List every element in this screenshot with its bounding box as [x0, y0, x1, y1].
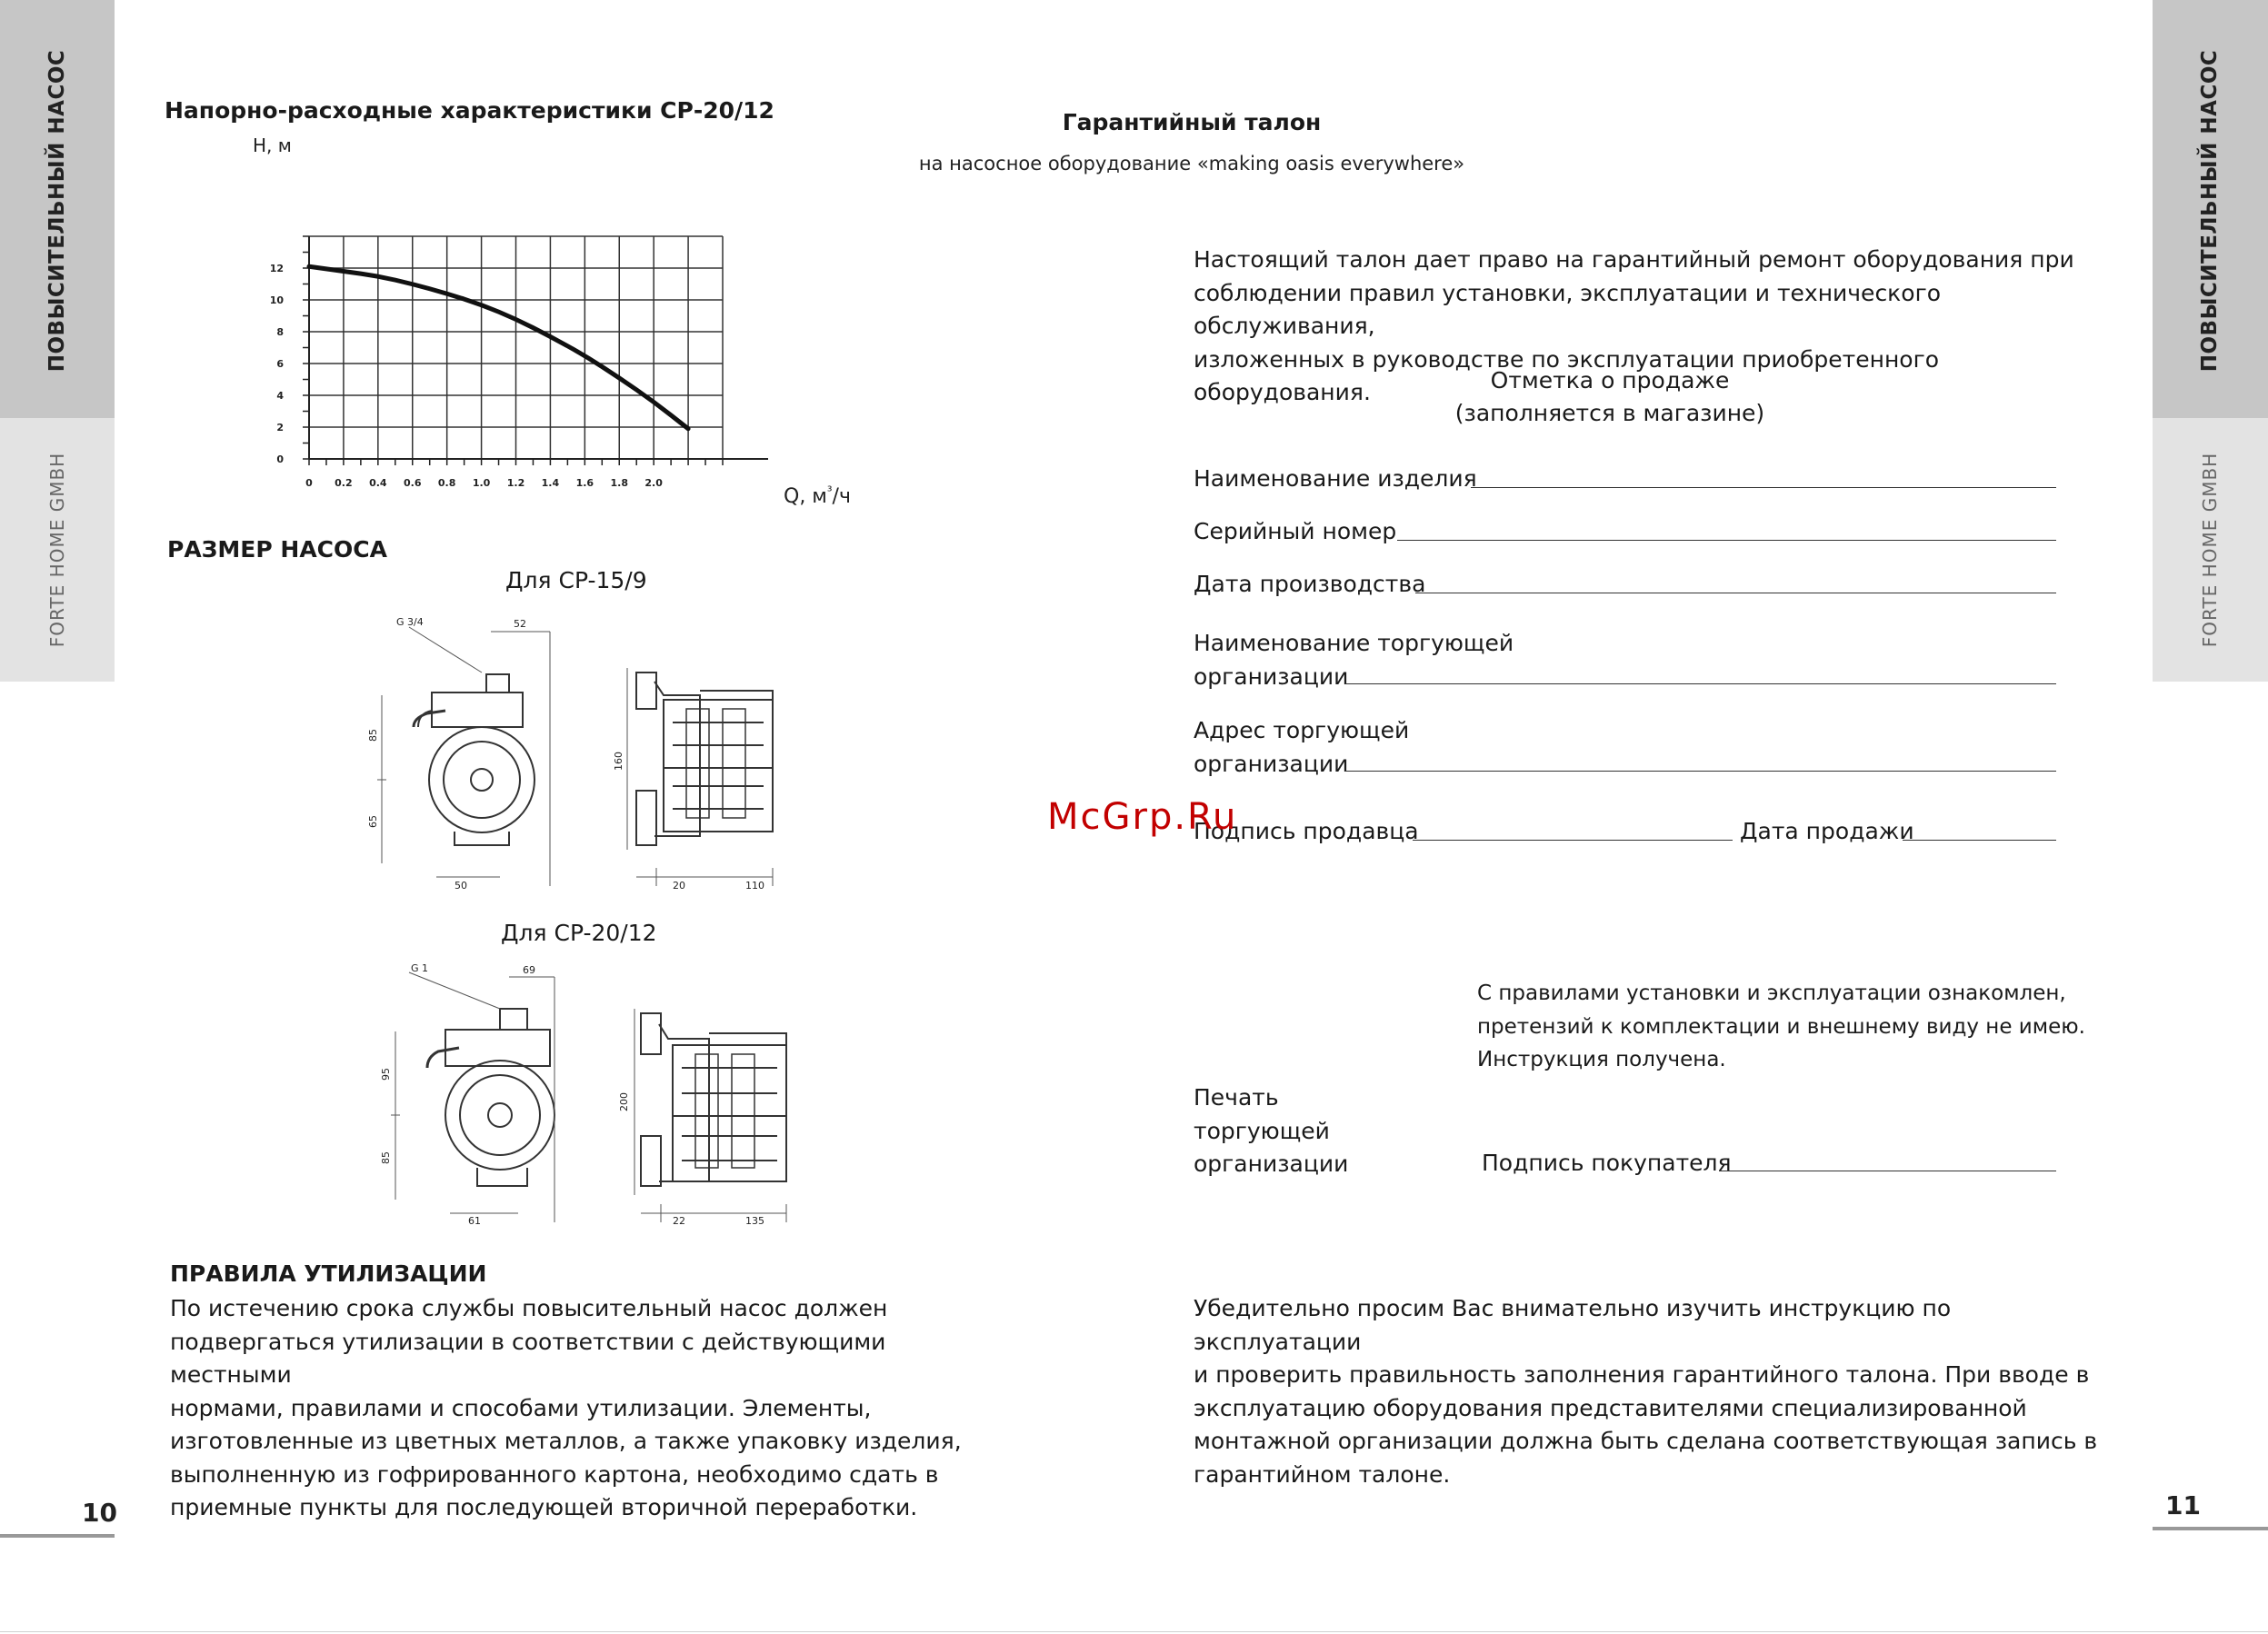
chart-y-tick-label: 2 [276, 422, 284, 433]
closing-line: Убедительно просим Вас внимательно изучить инструкцию по эксплуатации [1194, 1295, 1952, 1355]
chart-x-tick-label: 0 [305, 477, 313, 489]
chart-series-line [309, 266, 688, 429]
pump-front-view-2-dims [391, 972, 555, 1222]
chart-x-tick-label: 1.4 [541, 477, 560, 489]
disposal-line: приемные пункты для последующей вторичной переработки. [170, 1494, 918, 1520]
pump-side-view-2 [641, 1013, 786, 1186]
drawing1-caption: Для CP-15/9 [505, 567, 647, 593]
field-trade-org-name-line[interactable] [1345, 683, 2056, 684]
disposal-line: выполненную из гофрированного картона, необходимо сдать в [170, 1460, 939, 1488]
chart-y-tick-label: 8 [276, 326, 284, 338]
dim1-bottom-left: 50 [455, 880, 467, 892]
disposal-line: нормами, правилами и способами утилизации. Элементы, [170, 1394, 872, 1421]
field-product-name-line[interactable] [1471, 487, 2056, 488]
page-number-right: 11 [2165, 1490, 2201, 1520]
field-seller-signature-label: Подпись продавца [1194, 818, 1419, 844]
chart-x-tick-label: 0.2 [335, 477, 353, 489]
chart-x-tick-label: 1.8 [610, 477, 628, 489]
field-trade-org-address-label: Адрес торгующей организации [1194, 717, 1410, 777]
sale-mark-note: (заполняется в магазине) [1454, 400, 1765, 426]
dim1-side-small: 20 [673, 880, 685, 892]
field-trade-org-name-label: Наименование торгующей организации [1194, 630, 1514, 690]
stamp-label: Печать торгующей организации [1194, 1084, 1349, 1177]
chart-y-tick-label: 10 [269, 294, 284, 306]
dim1-lower-h: 65 [367, 815, 379, 828]
dim2-upper-h: 95 [380, 1068, 392, 1081]
drawing1-dim-labels [367, 616, 764, 892]
chart-y-tick-label: 0 [276, 453, 284, 465]
disposal-text [170, 1292, 1006, 1525]
pump-front-view-2 [427, 1009, 555, 1186]
dim2-side-small: 22 [673, 1215, 685, 1227]
chart-x-tick-label: 1.0 [472, 477, 491, 489]
page-number-right-rule [2153, 1527, 2268, 1530]
disposal-heading: ПРАВИЛА УТИЛИЗАЦИИ [170, 1260, 487, 1287]
watermark: McGrp.Ru [1047, 796, 1238, 838]
chart-axes [303, 236, 768, 465]
chart-x-tick-label: 0.4 [369, 477, 387, 489]
chart-x-tick-label: 1.2 [506, 477, 525, 489]
page-number-left: 10 [82, 1498, 117, 1528]
dim2-inlet: G 1 [411, 962, 429, 974]
field-serial-label: Серийный номер [1194, 518, 1397, 544]
drawing2-caption: Для CP-20/12 [501, 920, 657, 946]
disposal-line: изготовленные из цветных металлов, а также упаковку изделия, [170, 1428, 962, 1454]
warranty-subtitle: на насосное оборудование «making oasis everywhere» [918, 153, 1465, 174]
chart-x-tick-label: 1.6 [575, 477, 594, 489]
acknowledgement [1477, 977, 2085, 1077]
pump-front-view-1 [414, 674, 535, 845]
ack-line: Инструкция получена. [1477, 1048, 1726, 1071]
chart-x-tick-label: 0.6 [404, 477, 422, 489]
chart-tick-labels [270, 263, 664, 489]
intro-line: соблюдении правил установки, эксплуатации и технического обслуживания, [1194, 279, 1942, 339]
buyer-signature-label: Подпись покупателя [1482, 1150, 1732, 1176]
dim2-side-big: 135 [745, 1215, 764, 1227]
field-seller-signature-line[interactable] [1413, 840, 1733, 841]
chart-x-axis-label: Q, $м^{^3}/ч$ [784, 484, 851, 508]
closing-line: и проверить правильность заполнения гарантийного талона. При вводе в [1194, 1361, 2090, 1388]
field-trade-org-address-line[interactable] [1345, 771, 2056, 772]
bottom-rule [0, 1631, 2268, 1632]
closing-text [1194, 1292, 2121, 1491]
pump-drawing-cp-15-9 [364, 609, 836, 900]
disposal-line: По истечению срока службы повысительный насос должен [170, 1295, 888, 1321]
dim1-height: 160 [613, 752, 624, 771]
intro-line: изложенных в руководстве по эксплуатации приобретенного оборудования. [1194, 345, 1940, 405]
dim1-top: 52 [514, 618, 526, 630]
page-number-left-rule [0, 1534, 115, 1538]
ack-line: С правилами установки и эксплуатации ознакомлен, [1477, 981, 2066, 1005]
chart-series [309, 266, 688, 429]
chart-y-tick-label: 6 [276, 358, 284, 370]
left-section-label: ПОВЫСИТЕЛЬНЫЙ НАСОС [45, 49, 69, 373]
chart-y-tick-label: 4 [276, 390, 284, 402]
performance-chart [227, 132, 882, 513]
drawing2-dim-labels [380, 962, 764, 1227]
pump-front-view-1-dims [377, 627, 550, 886]
size-heading: РАЗМЕР НАСОСА [167, 536, 387, 563]
dim1-upper-h: 85 [367, 729, 379, 742]
ack-line: претензий к комплектации и внешнему виду не имею. [1477, 1014, 2085, 1039]
disposal-line: подвергаться утилизации в соответствии с действующими местными [170, 1328, 886, 1388]
dim2-height: 200 [618, 1092, 630, 1111]
left-company-label: FORTE HOME GMBH [46, 452, 68, 648]
dim1-side-big: 110 [745, 880, 764, 892]
chart-x-tick-label: 2.0 [644, 477, 663, 489]
pump-side-view-1 [636, 673, 773, 845]
field-sale-date-line[interactable] [1903, 840, 2056, 841]
chart-y-axis-label: Н, м [253, 135, 292, 156]
pump-drawing-cp-20-12 [382, 959, 854, 1231]
closing-line: гарантийном талоне. [1194, 1460, 1451, 1488]
closing-line: монтажной организации должна быть сделана соответствующая запись в [1194, 1428, 2098, 1454]
warranty-title: Гарантийный талон [1062, 109, 1322, 135]
chart-heading: Напорно-расходные характеристики СР-20/12 [165, 97, 774, 124]
chart-x-tick-label: 0.8 [437, 477, 456, 489]
field-production-date-label: Дата производства [1194, 571, 1426, 597]
right-section-label: ПОВЫСИТЕЛЬНЫЙ НАСОС [2198, 49, 2222, 373]
dim2-lower-h: 85 [380, 1151, 392, 1164]
dim2-bottom-left: 61 [468, 1215, 481, 1227]
dim2-top: 69 [523, 964, 535, 976]
field-sale-date-label: Дата продажи [1740, 818, 1914, 844]
field-serial-line[interactable] [1397, 540, 2056, 541]
closing-line: эксплуатацию оборудования представителями специализированной [1194, 1394, 2027, 1421]
right-company-label: FORTE HOME GMBH [2199, 452, 2221, 648]
intro-line: Настоящий талон дает право на гарантийный ремонт оборудования при [1194, 246, 2074, 273]
chart-y-tick-label: 12 [269, 263, 284, 274]
field-product-name-label: Наименование изделия [1194, 465, 1477, 492]
sale-mark: Отметка о продаже [1490, 367, 1730, 394]
dim1-inlet: G 3/4 [396, 616, 424, 628]
chart-grid [309, 236, 723, 459]
